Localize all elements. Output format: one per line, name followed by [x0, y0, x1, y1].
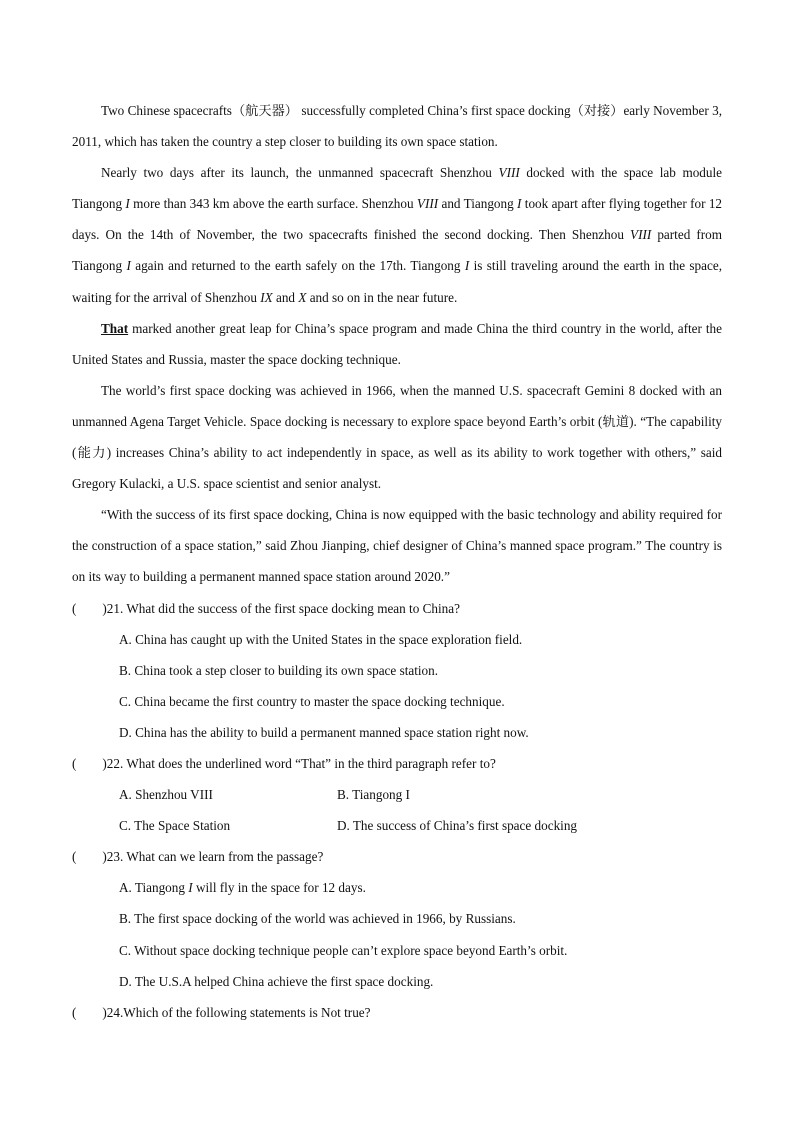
options-22-row-1: [72, 779, 722, 810]
question-22: ( )22. What does the underlined word “That” in the third paragraph refer to?: [72, 755, 496, 771]
passage-paragraph-5: “With the success of its first space docking, China is now equipped with the basic technology and ability required for the construction of a space station,” said Zhou Jianping, chief designer of China’s manned space program.” The country is on its way to building a permanent manned space station around 2020.”: [72, 507, 722, 585]
passage-paragraph-2: Nearly two days after its launch, the unmanned spacecraft Shenzhou VIII docked with the space lab module Tiangong I more than 343 km above the earth surface. Shenzhou VIII and Tiangong I took apart after flying together for 12 days. On the 14th of November, the two spacecrafts finished the second docking. Then Shenzhou VIII parted from Tiangong I again and returned to the earth safely on the 17th. Tiangong I is still traveling around the earth in the space, waiting for the arrival of Shenzhou IX and X and so on in the near future.: [72, 165, 723, 305]
worksheet-page: [72, 95, 722, 1028]
option-21-b: B. China took a step closer to building its own space station.: [119, 662, 439, 678]
option-22-b: B. Tiangong I: [337, 787, 410, 803]
question-24: ( )24.Which of the following statements is Not true?: [72, 1004, 371, 1020]
underlined-word: That: [101, 320, 129, 336]
option-22-c: C. The Space Station: [119, 818, 231, 834]
option-23-a: A. Tiangong I will fly in the space for 12 days.: [119, 880, 366, 896]
question-23: ( )23. What can we learn from the passage?: [72, 849, 324, 865]
option-22-a: A. Shenzhou VIII: [119, 787, 213, 803]
passage-paragraph-3: That marked another great leap for China’s space program and made China the third country in the world, after the United States and Russia, master the space docking technique.: [72, 320, 722, 367]
option-21-a: A. China has caught up with the United States in the space exploration field.: [119, 631, 523, 647]
option-23-b: B. The first space docking of the world was achieved in 1966, by Russians.: [119, 911, 516, 927]
option-21-d: D. China has the ability to build a permanent manned space station right now.: [119, 724, 529, 740]
option-23-d: D. The U.S.A helped China achieve the first space docking.: [119, 973, 434, 989]
option-23-c: C. Without space docking technique people can’t explore space beyond Earth’s orbit.: [119, 942, 568, 958]
passage-paragraph-1: Two Chinese spacecrafts（航天器） successfully completed China’s first space docking（对接）early November 3, 2011, which has taken the country a step closer to building its own space station.: [72, 103, 722, 150]
question-21: ( )21. What did the success of the first space docking mean to China?: [72, 600, 460, 616]
passage-paragraph-4: The world’s first space docking was achieved in 1966, when the manned U.S. spacecraft Gemini 8 docked with an unmanned Agena Target Vehicle. Space docking is necessary to explore space beyond Earth’s orbit (轨道). “The capability (能力) increases China’s ability to act independently in space, as well as its ability to work together with others,” said Gregory Kulacki, a U.S. space scientist and senior analyst.: [72, 382, 722, 492]
options-22-row-2: [72, 810, 722, 841]
option-21-c: C. China became the first country to master the space docking technique.: [119, 693, 505, 709]
option-22-d: D. The success of China’s first space docking: [337, 818, 578, 834]
